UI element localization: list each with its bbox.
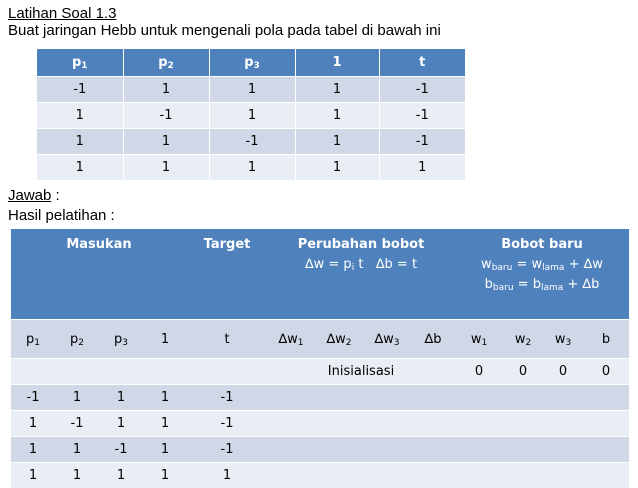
sub-target: t: [187, 320, 267, 359]
sub-b: b: [583, 320, 629, 359]
cell: 1: [209, 77, 295, 103]
cell: 1: [379, 155, 465, 181]
cell: 1: [55, 463, 99, 488]
cell: -1: [187, 411, 267, 437]
training-subheader: [11, 320, 629, 359]
cell: 1: [37, 103, 123, 129]
header-p3: $p_3$: [209, 49, 295, 77]
cell: 1: [55, 385, 99, 411]
group-masukan: Masukan: [11, 229, 187, 320]
header-p2: $p_2$: [123, 49, 209, 77]
perubahan-title: Perubahan bobot: [267, 235, 455, 255]
w-baru-formula: $w_{baru} = w_{lama} + \Delta w$: [455, 255, 629, 275]
cell: 1: [143, 411, 187, 437]
cell: 1: [123, 129, 209, 155]
cell: -1: [99, 437, 143, 463]
group-perubahan-bobot: [267, 229, 455, 320]
cell: 1: [187, 463, 267, 488]
cell: -1: [209, 129, 295, 155]
cell: 1: [295, 129, 379, 155]
cell: -1: [379, 77, 465, 103]
training-group-header: [11, 229, 629, 320]
cell: 1: [209, 155, 295, 181]
cell: 1: [11, 437, 55, 463]
cell: -1: [11, 385, 55, 411]
pattern-table-header: [37, 49, 465, 77]
cell: 1: [55, 437, 99, 463]
cell: [267, 463, 629, 488]
cell: 0: [503, 359, 543, 385]
cell: -1: [379, 103, 465, 129]
hasil-label: Hasil pelatihan :: [8, 207, 115, 225]
sub-db: ∆b: [411, 320, 455, 359]
cell: [267, 385, 629, 411]
cell: -1: [379, 129, 465, 155]
cell: 1: [11, 463, 55, 488]
cell: -1: [55, 411, 99, 437]
table-row: [11, 437, 629, 463]
cell: -1: [187, 385, 267, 411]
instruction-text: Buat jaringan Hebb untuk mengenali pola pada tabel di bawah ini: [8, 22, 441, 40]
bobot-title: Bobot baru: [455, 235, 629, 255]
jawab-line: [8, 187, 60, 205]
init-label: Inisialisasi: [267, 359, 455, 385]
cell: 0: [583, 359, 629, 385]
table-row: [11, 411, 629, 437]
jawab-label: Jawab: [8, 187, 51, 204]
cell: 1: [143, 385, 187, 411]
table-row: [37, 77, 465, 103]
perubahan-formula: $\Delta w = p_i$ t ∆b = t: [267, 255, 455, 275]
cell: 1: [209, 103, 295, 129]
cell: 1: [99, 463, 143, 488]
cell: 1: [295, 103, 379, 129]
header-bias: 1: [295, 49, 379, 77]
sub-p3: $p_3$: [99, 320, 143, 359]
cell: 1: [99, 385, 143, 411]
sub-bias: 1: [143, 320, 187, 359]
sub-w2: $w_2$: [503, 320, 543, 359]
cell: 0: [543, 359, 583, 385]
cell: 1: [123, 155, 209, 181]
group-bobot-baru: [455, 229, 629, 320]
sub-w3: $w_3$: [543, 320, 583, 359]
sub-p2: $p_2$: [55, 320, 99, 359]
cell: [11, 359, 267, 385]
table-row: [37, 129, 465, 155]
cell: 1: [143, 437, 187, 463]
cell: -1: [37, 77, 123, 103]
cell: -1: [187, 437, 267, 463]
training-table: [11, 229, 629, 488]
sub-w1: $w_1$: [455, 320, 503, 359]
b-baru-formula: $b_{baru} = b_{lama} + \Delta b$: [455, 275, 629, 295]
cell: -1: [123, 103, 209, 129]
sub-dw1: $\Delta w_1$: [267, 320, 315, 359]
cell: 1: [123, 77, 209, 103]
header-target: t: [379, 49, 465, 77]
table-row: [11, 385, 629, 411]
slide-title: Latihan Soal 1.3: [8, 5, 116, 23]
cell: 1: [37, 155, 123, 181]
cell: [267, 437, 629, 463]
cell: 1: [37, 129, 123, 155]
header-p1: $p_1$: [37, 49, 123, 77]
group-target: Target: [187, 229, 267, 320]
cell: 1: [99, 411, 143, 437]
cell: 1: [295, 155, 379, 181]
pattern-table: [37, 49, 465, 180]
sub-dw3: $\Delta w_3$: [363, 320, 411, 359]
cell: 1: [143, 463, 187, 488]
jawab-colon: :: [51, 187, 59, 204]
init-row: [11, 359, 629, 385]
cell: 1: [11, 411, 55, 437]
table-row: [37, 103, 465, 129]
cell: 0: [455, 359, 503, 385]
cell: [267, 411, 629, 437]
cell: 1: [295, 77, 379, 103]
sub-p1: $p_1$: [11, 320, 55, 359]
sub-dw2: $\Delta w_2$: [315, 320, 363, 359]
table-row: [11, 463, 629, 488]
table-row: [37, 155, 465, 181]
